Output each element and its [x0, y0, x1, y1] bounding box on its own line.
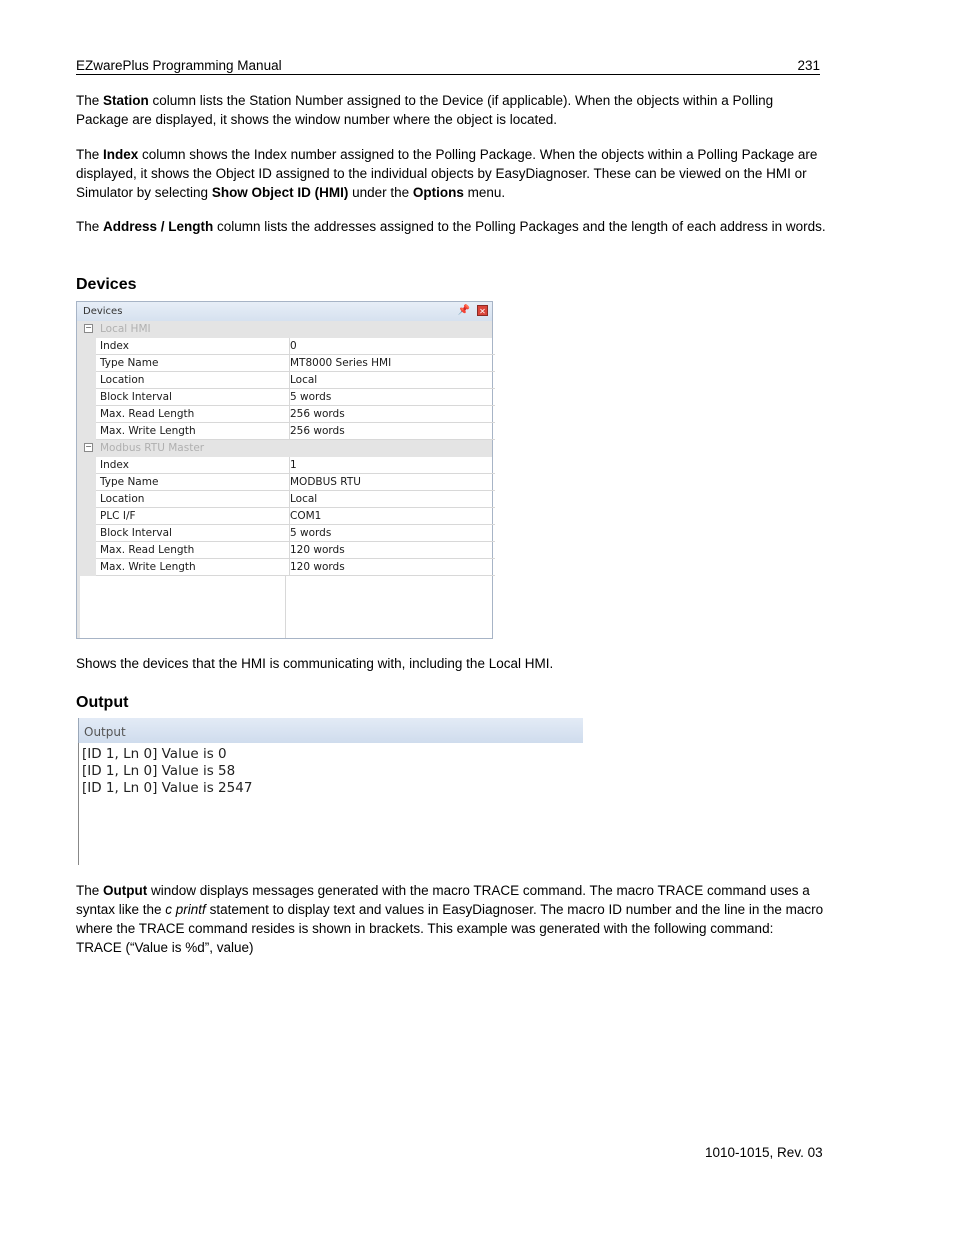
device-group[interactable]	[77, 440, 492, 457]
property-row[interactable]	[77, 372, 492, 389]
property-name: Max. Read Length	[96, 406, 290, 423]
index-paragraph: The Index column shows the Index number assigned to the Polling Package. When the objects within a Polling Package are displayed, it shows the Object ID assigned to the individual objects by EasyDiagnoser. These can be viewed on the HMI or Simulator by selecting Show Object ID (HMI) under the Options menu.	[76, 147, 818, 200]
property-name: PLC I/F	[96, 508, 290, 525]
property-value: COM1	[286, 508, 495, 525]
property-value: MODBUS RTU	[286, 474, 495, 491]
devices-panel-titlebar	[77, 302, 492, 322]
property-row[interactable]	[77, 559, 492, 576]
output-line: [ID 1, Ln 0] Value is 58	[82, 763, 236, 779]
property-name: Index	[96, 457, 290, 474]
pin-icon[interactable]: 📌	[457, 305, 470, 316]
station-paragraph: The Station column lists the Station Number assigned to the Device (if applicable). When the objects within a Polling Package are displayed, it shows the window number where the object is located.	[76, 93, 774, 127]
property-value: 120 words	[286, 542, 495, 559]
row-gutter	[77, 389, 96, 406]
device-group[interactable]	[77, 321, 492, 338]
property-value: Local	[286, 491, 495, 508]
address-paragraph: The Address / Length column lists the addresses assigned to the Polling Packages and the length of each address in words.	[76, 219, 826, 234]
property-row[interactable]	[77, 508, 492, 525]
property-value: Local	[286, 372, 495, 389]
grid-gutter	[77, 575, 80, 638]
page-footer: 1010-1015, Rev. 03	[705, 1145, 823, 1160]
manual-title: EZwarePlus Programming Manual	[76, 58, 282, 73]
property-name: Index	[96, 338, 290, 355]
page-number: 231	[797, 58, 820, 73]
devices-heading: Devices	[76, 276, 137, 293]
output-panel	[78, 718, 582, 865]
property-row[interactable]	[77, 406, 492, 423]
row-gutter	[77, 355, 96, 372]
devices-property-grid	[77, 321, 492, 576]
row-gutter	[77, 457, 96, 474]
row-gutter	[77, 542, 96, 559]
property-row[interactable]	[77, 457, 492, 474]
output-line: [ID 1, Ln 0] Value is 0	[82, 746, 227, 762]
property-row[interactable]	[77, 542, 492, 559]
property-name: Block Interval	[96, 389, 290, 406]
row-gutter	[77, 406, 96, 423]
row-gutter	[77, 559, 96, 576]
property-row[interactable]	[77, 525, 492, 542]
collapse-toggle-icon[interactable]: −	[85, 442, 92, 451]
trace-command: TRACE (“Value is %d”, value)	[76, 940, 254, 955]
output-panel-titlebar	[78, 718, 583, 743]
property-name: Max. Read Length	[96, 542, 290, 559]
property-value: 256 words	[286, 423, 495, 440]
property-row[interactable]	[77, 474, 492, 491]
output-panel-border	[78, 743, 79, 865]
property-row[interactable]	[77, 423, 492, 440]
property-value: 256 words	[286, 406, 495, 423]
output-heading: Output	[76, 694, 129, 711]
row-gutter	[77, 338, 96, 355]
property-row[interactable]	[77, 338, 492, 355]
property-name: Block Interval	[96, 525, 290, 542]
row-gutter	[77, 525, 96, 542]
page-header	[76, 57, 820, 75]
property-value: MT8000 Series HMI	[286, 355, 495, 372]
row-gutter	[77, 474, 96, 491]
devices-panel	[76, 301, 493, 639]
device-group-label: Local HMI	[100, 323, 151, 335]
output-panel-title: Output	[84, 725, 126, 739]
output-log	[82, 746, 252, 797]
property-row[interactable]	[77, 355, 492, 372]
property-value: 0	[286, 338, 495, 355]
grid-column-divider	[285, 575, 286, 638]
row-gutter	[77, 491, 96, 508]
property-name: Location	[96, 372, 290, 389]
property-value: 1	[286, 457, 495, 474]
row-gutter	[77, 508, 96, 525]
close-icon[interactable]: ✕	[477, 305, 488, 316]
property-value: 120 words	[286, 559, 495, 576]
row-gutter	[77, 372, 96, 389]
property-name: Type Name	[96, 474, 290, 491]
property-row[interactable]	[77, 389, 492, 406]
devices-caption: Shows the devices that the HMI is communicating with, including the Local HMI.	[76, 656, 554, 671]
devices-panel-title: Devices	[83, 306, 123, 317]
property-name: Max. Write Length	[96, 559, 290, 576]
output-paragraph: The Output window displays messages generated with the macro TRACE command. The macro TRACE command uses a syntax like the c printf statement to display text and values in EasyDiagnoser. The macro ID number and the line in the macro where the TRACE command resides is shown in brackets. This example was generated with the following command: TRACE (“Value is %d”, value)	[76, 883, 824, 955]
collapse-toggle-icon[interactable]: −	[85, 323, 92, 332]
property-name: Max. Write Length	[96, 423, 290, 440]
property-row[interactable]	[77, 491, 492, 508]
device-group-label: Modbus RTU Master	[100, 442, 205, 454]
property-value: 5 words	[286, 389, 495, 406]
property-name: Location	[96, 491, 290, 508]
property-value: 5 words	[286, 525, 495, 542]
row-gutter	[77, 423, 96, 440]
property-name: Type Name	[96, 355, 290, 372]
output-line: [ID 1, Ln 0] Value is 2547	[82, 780, 253, 796]
